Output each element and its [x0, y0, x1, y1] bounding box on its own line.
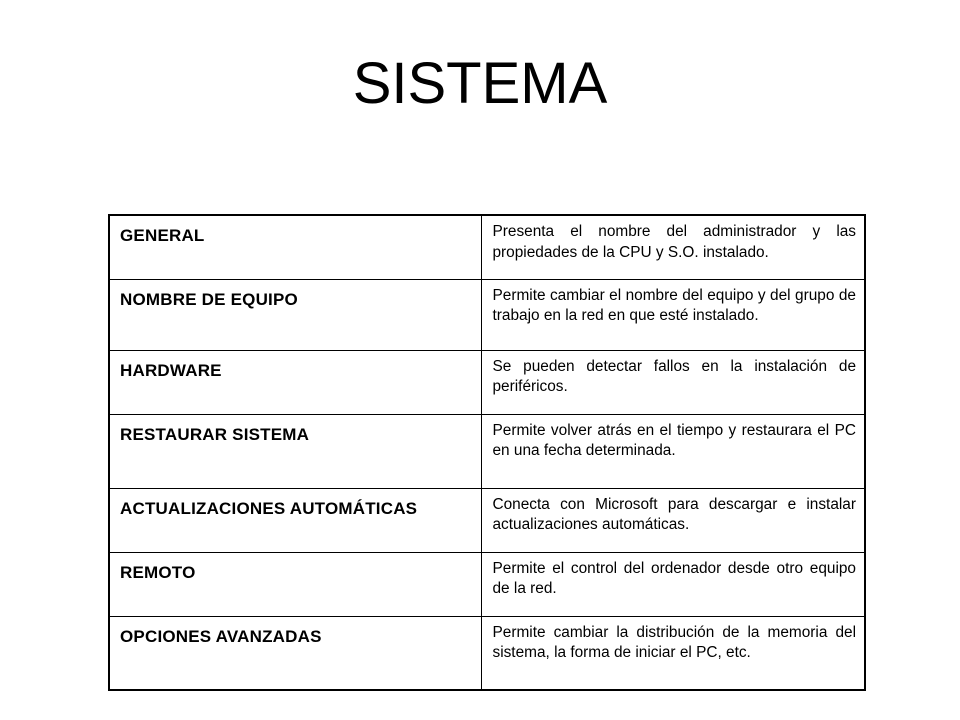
table-row — [109, 279, 865, 350]
option-description: Se pueden detectar fallos en la instalación de periféricos. — [481, 350, 865, 414]
table-row — [109, 552, 865, 616]
option-name: NOMBRE DE EQUIPO — [109, 279, 481, 350]
option-name: HARDWARE — [109, 350, 481, 414]
system-options-table — [108, 214, 866, 691]
option-name: OPCIONES AVANZADAS — [109, 616, 481, 690]
option-description: Presenta el nombre del administrador y las propiedades de la CPU y S.O. instalado. — [481, 215, 865, 279]
option-name: REMOTO — [109, 552, 481, 616]
option-description: Conecta con Microsoft para descargar e instalar actualizaciones automáticas. — [481, 488, 865, 552]
table-row — [109, 215, 865, 279]
option-description: Permite cambiar la distribución de la memoria del sistema, la forma de iniciar el PC, etc. — [481, 616, 865, 690]
option-name: ACTUALIZACIONES AUTOMÁTICAS — [109, 488, 481, 552]
table-row — [109, 488, 865, 552]
option-description: Permite el control del ordenador desde otro equipo de la red. — [481, 552, 865, 616]
option-description: Permite volver atrás en el tiempo y restaurara el PC en una fecha determinada. — [481, 414, 865, 488]
table-row — [109, 414, 865, 488]
option-description: Permite cambiar el nombre del equipo y del grupo de trabajo en la red en que esté instalado. — [481, 279, 865, 350]
table-row — [109, 616, 865, 690]
option-name: GENERAL — [109, 215, 481, 279]
option-name: RESTAURAR SISTEMA — [109, 414, 481, 488]
slide-title: SISTEMA — [352, 51, 608, 116]
table-row — [109, 350, 865, 414]
